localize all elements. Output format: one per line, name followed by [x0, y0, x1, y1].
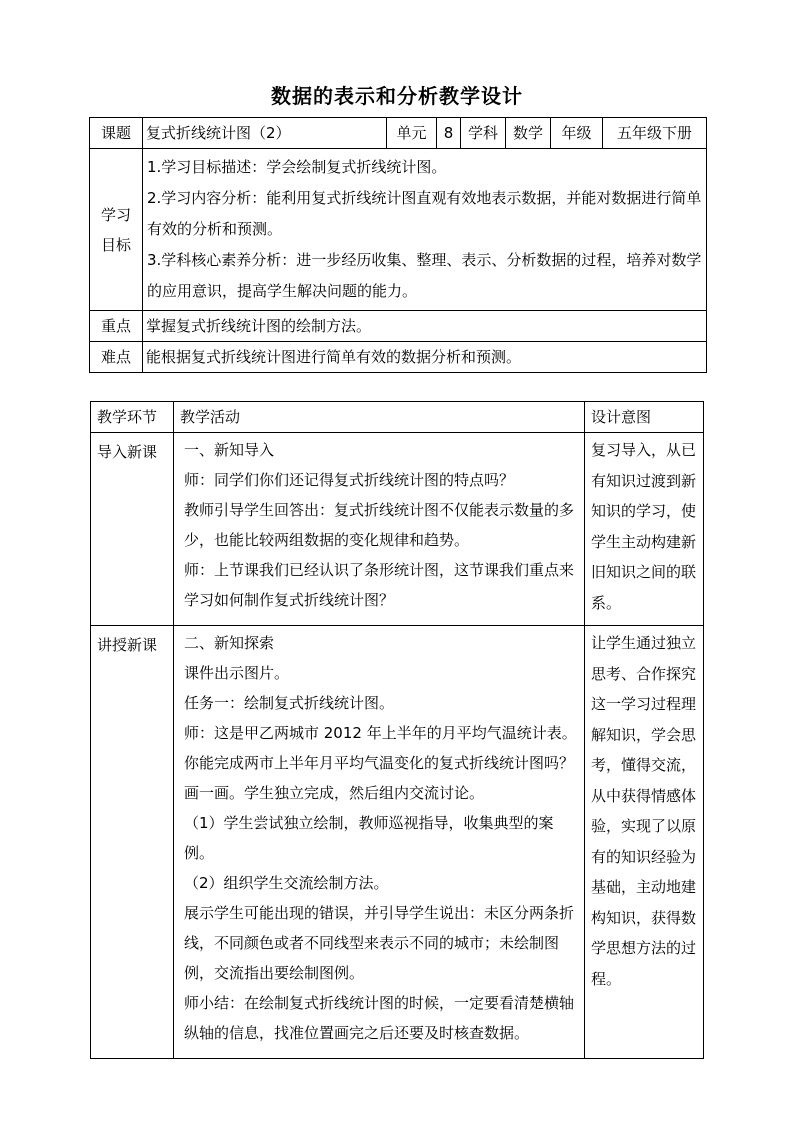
activity-line: （1）学生尝试独立绘制，教师巡视指导，收集典型的案例。 — [184, 814, 554, 862]
activity-line: （2）组织学生交流绘制方法。 — [184, 874, 389, 892]
table-header-row — [91, 402, 704, 433]
key-point-label: 重点 — [90, 311, 143, 342]
header-intent: 设计意图 — [585, 402, 704, 433]
stage-cell: 讲授新课 — [91, 626, 174, 1059]
intent-cell — [585, 433, 704, 626]
goals-label-line2: 目标 — [100, 235, 131, 254]
activity-line: 师：同学们你们还记得复式折线统计图的特点吗？ — [184, 471, 515, 489]
subject-label: 学科 — [461, 118, 506, 149]
course-info-table — [89, 117, 707, 373]
difficulty-text: 能根据复式折线统计图进行简单有效的数据分析和预测。 — [143, 342, 707, 373]
goal-item: 3.学科核心素养分析：进一步经历收集、整理、表示、分析数据的过程，培养对数学的应用意识，提高学生解决问题的能力。 — [147, 251, 702, 300]
activity-line: 教师引导学生回答出：复式折线统计图不仅能表示数量的多少，也能比较两组数据的变化规律和趋势。 — [184, 501, 575, 549]
activity-line: 展示学生可能出现的错误，并引导学生说出：未区分两条折线，不同颜色或者不同线型来表示不同的城市；未绘制图例，交流指出要绘制图例。 — [184, 904, 575, 982]
difficulty-label: 难点 — [90, 342, 143, 373]
activity-cell — [174, 626, 585, 1059]
goal-item: 2.学习内容分析：能利用复式折线统计图直观有效地表示数据，并能对数据进行简单有效的分析和预测。 — [147, 189, 702, 238]
table-row — [91, 433, 704, 626]
goals-label — [90, 149, 143, 311]
table-row — [91, 626, 704, 1059]
difficulty-row — [90, 342, 707, 373]
key-point-text: 掌握复式折线统计图的绘制方法。 — [143, 311, 707, 342]
goal-item: 1.学习目标描述：学会绘制复式折线统计图。 — [147, 158, 447, 176]
grade-label: 年级 — [551, 118, 603, 149]
course-label: 课题 — [90, 118, 143, 149]
unit-label: 单元 — [387, 118, 437, 149]
course-value: 复式折线统计图（2） — [143, 118, 387, 149]
document-title: 数据的表示和分析教学设计 — [271, 84, 523, 108]
activity-line: 师：上节课我们已经认识了条形统计图，这节课我们重点来学习如何制作复式折线统计图？ — [184, 561, 575, 609]
goals-row — [90, 149, 707, 311]
teaching-process-table — [90, 401, 704, 1059]
activity-line: 任务一：绘制复式折线统计图。 — [184, 694, 395, 712]
activity-line: 课件出示图片。 — [184, 664, 290, 682]
header-activity: 教学活动 — [174, 402, 585, 433]
header-stage: 教学环节 — [91, 402, 174, 433]
course-row — [90, 118, 707, 149]
key-point-row — [90, 311, 707, 342]
activity-line: 二、新知探索 — [184, 634, 275, 652]
subject-value: 数学 — [506, 118, 551, 149]
unit-value: 8 — [437, 118, 461, 149]
intent-text: 让学生通过独立思考、合作探究这一学习过程理解知识，学会思考，懂得交流，从中获得情感体验，实现了以原有的知识经验为基础，主动地建构知识，获得数学思想方法的过程。 — [591, 634, 697, 988]
goals-label-line1: 学习 — [100, 205, 131, 224]
intent-text: 复习导入，从已有知识过渡到新知识的学习，使学生主动构建新旧知识之间的联系。 — [591, 441, 697, 612]
activity-line: 师：这是甲乙两城市 2012 年上半年的月平均气温统计表。你能完成两市上半年月平均气温变化的复式折线统计图吗？画一画。学生独立完成，然后组内交流讨论。 — [184, 724, 577, 802]
activity-cell — [174, 433, 585, 626]
stage-cell: 导入新课 — [91, 433, 174, 626]
activity-line: 一、新知导入 — [184, 441, 275, 459]
activity-line: 师小结：在绘制复式折线统计图的时候，一定要看清楚横轴纵轴的信息，找准位置画完之后还要及时核查数据。 — [184, 994, 575, 1042]
goals-content — [143, 149, 707, 311]
intent-cell — [585, 626, 704, 1059]
grade-value: 五年级下册 — [603, 118, 707, 149]
